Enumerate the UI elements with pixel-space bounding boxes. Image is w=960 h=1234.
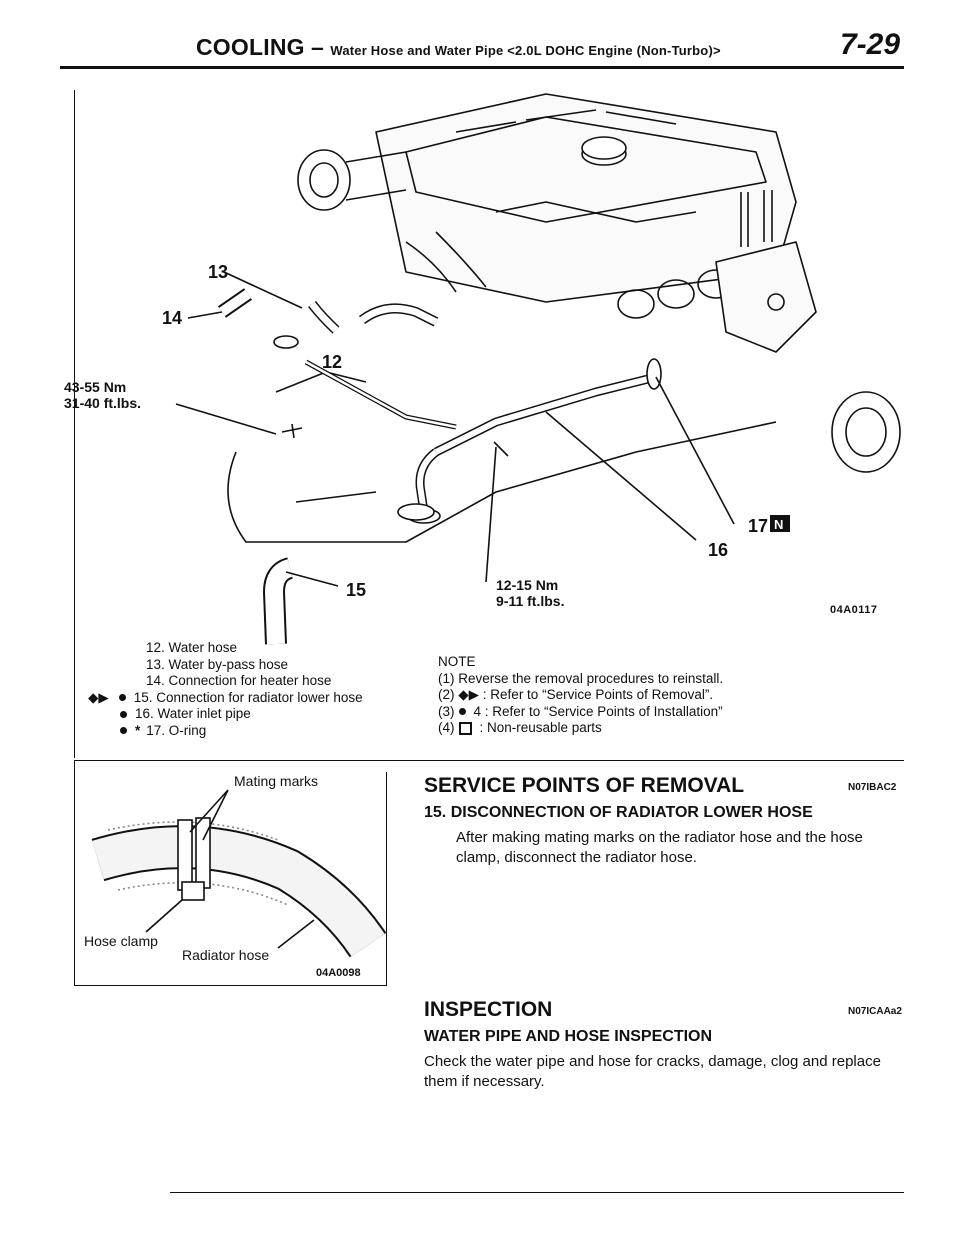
removal-body: After making mating marks on the radiator hose and the hose clamp, disconnect the radiator hose. bbox=[456, 829, 863, 866]
label-hose-clamp: Hose clamp bbox=[84, 933, 158, 949]
page-number: 7-29 bbox=[839, 28, 900, 61]
inspection-heading: INSPECTION bbox=[424, 998, 553, 1021]
callout-14: 14 bbox=[162, 308, 183, 328]
section-title: COOLING bbox=[196, 34, 305, 60]
torque-1-ftlbs: 31-40 ft.lbs. bbox=[64, 395, 142, 411]
parts-list bbox=[88, 640, 363, 739]
page-header bbox=[196, 34, 721, 61]
note-item: (3) 4 : Refer to “Service Points of Installation” bbox=[438, 703, 723, 719]
torque-2-ftlbs: 9-11 ft.lbs. bbox=[496, 593, 565, 609]
inspection-subheading: WATER PIPE AND HOSE INSPECTION bbox=[424, 1028, 713, 1045]
list-item: 12. Water hose bbox=[146, 640, 238, 655]
bullet-icon bbox=[120, 727, 127, 734]
section-rule bbox=[74, 760, 904, 761]
callout-16: 16 bbox=[708, 540, 729, 560]
list-item: 16. Water inlet pipe bbox=[116, 706, 363, 723]
callout-12: 12 bbox=[322, 352, 343, 372]
note-item: (1) Reverse the removal procedures to reinstall. bbox=[438, 670, 724, 686]
bullet-icon bbox=[119, 694, 126, 701]
note-heading: NOTE bbox=[438, 654, 476, 669]
list-item: * 17. O-ring bbox=[116, 723, 363, 740]
section-subtitle: Water Hose and Water Pipe <2.0L DOHC Engine (Non-Turbo)> bbox=[330, 43, 721, 58]
note-item: (2) ◆▶ : Refer to “Service Points of Removal”. bbox=[438, 687, 714, 702]
note-block bbox=[438, 654, 723, 737]
asterisk-mark: * bbox=[135, 722, 141, 738]
inspection-code: N07ICAAa2 bbox=[848, 1006, 902, 1017]
clamp-figure-code: 04A0098 bbox=[316, 967, 361, 979]
torque-1-nm: 43-55 Nm bbox=[64, 379, 127, 395]
label-radiator-hose: Radiator hose bbox=[182, 947, 270, 963]
badge-letter: N bbox=[774, 517, 784, 532]
removal-subheading: 15. DISCONNECTION OF RADIATOR LOWER HOSE bbox=[424, 804, 813, 821]
list-item: ◆▶ 15. Connection for radiator lower hose bbox=[88, 689, 363, 705]
figure-bottom-rule bbox=[74, 985, 387, 986]
removal-mark-icon: ◆▶ bbox=[458, 687, 480, 702]
diagram-code: 04A0117 bbox=[830, 604, 878, 616]
engine-diagram bbox=[64, 72, 910, 634]
hose-clamp-diagram bbox=[78, 770, 388, 982]
left-margin-rule bbox=[74, 90, 75, 758]
list-item: 13. Water by-pass hose bbox=[146, 656, 289, 672]
removal-mark-icon: ◆▶ bbox=[88, 689, 109, 705]
removal-heading: SERVICE POINTS OF REMOVAL bbox=[424, 774, 745, 797]
list-item: 14. Connection for heater hose bbox=[146, 673, 332, 688]
callout-17: 17 bbox=[748, 516, 769, 536]
figure-left-rule bbox=[74, 760, 75, 986]
removal-code: N07IBAC2 bbox=[848, 782, 897, 793]
figure-right-rule bbox=[386, 772, 387, 986]
bullet-icon bbox=[459, 708, 466, 715]
label-mating-marks: Mating marks bbox=[234, 773, 319, 789]
torque-2-nm: 12-15 Nm bbox=[496, 577, 559, 593]
header-dash: – bbox=[311, 34, 325, 60]
header-rule bbox=[60, 66, 904, 69]
callout-15: 15 bbox=[346, 580, 367, 600]
inspection-body: Check the water pipe and hose for cracks, damage, clog and replace them if necessary. bbox=[424, 1053, 881, 1090]
non-reusable-box-icon bbox=[459, 722, 472, 735]
bullet-icon bbox=[120, 711, 127, 718]
footer-rule bbox=[170, 1192, 904, 1193]
callout-13: 13 bbox=[208, 262, 229, 282]
note-item: (4) : Non-reusable parts bbox=[438, 720, 602, 735]
